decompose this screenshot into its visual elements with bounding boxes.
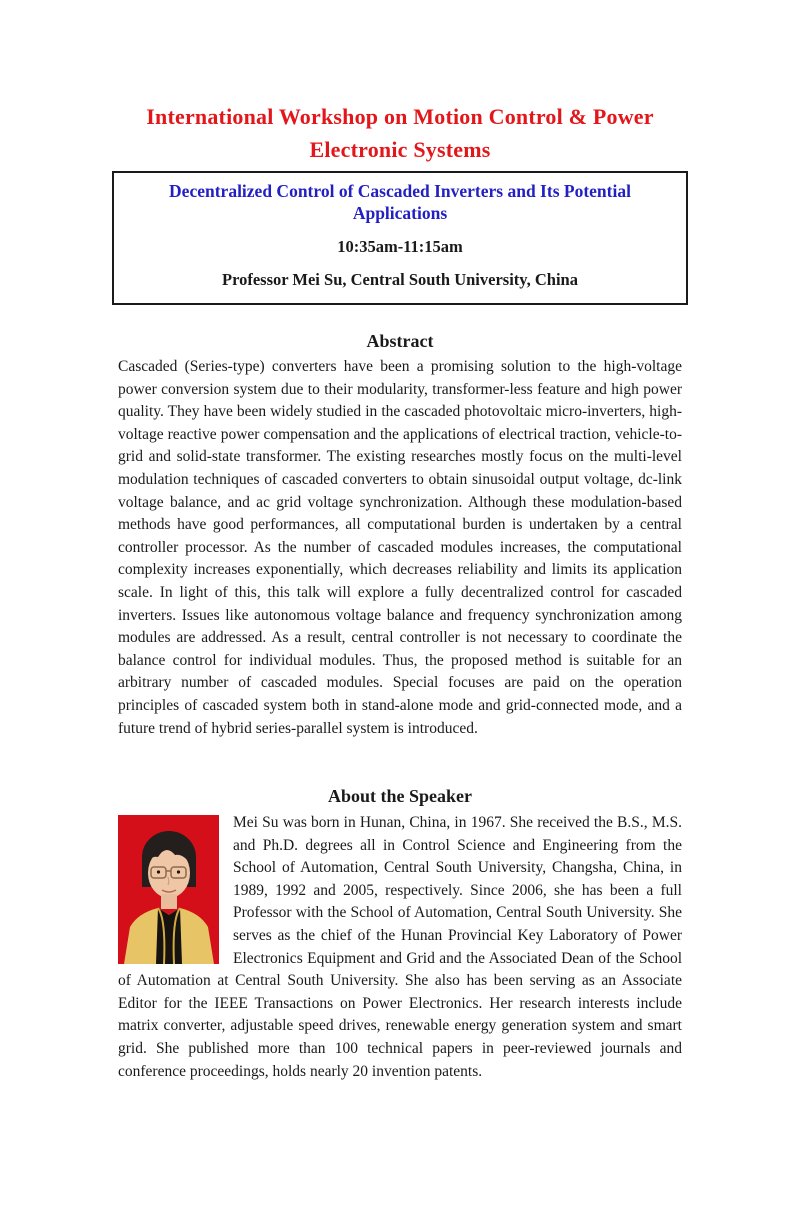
abstract-heading: Abstract	[366, 331, 434, 351]
talk-title: Decentralized Control of Cascaded Inverters and Its Potential Applications	[169, 181, 631, 223]
speaker-heading: About the Speaker	[327, 786, 472, 807]
talk-time: 10:35am-11:15am	[337, 237, 463, 256]
abstract-text: Cascaded (Series-type) converters have been a promising solution to the high-voltage power conversion system due to their modularity, transformer-less feature and high power quality. They have been widely studied in the cascaded photovoltaic micro-inverters, high-voltage reactive power compensation and the applications of electrical traction, vehicle-to-grid and solid-state transformer. The existing researches mostly focus on the multi-level modulation techniques of cascaded converters to obtain sinusoidal output voltage, dc-link voltage balance, and ac grid voltage synchronization. Although these modulation-based methods have good performances, all computational burden is undertaken by a central controller processor. As the number of cascaded modules increases, the computational complexity increases exponentially, which decreases reliability and limits its application scale. In light of this, this talk will explore a fully decentralized control for cascaded inverters. Issues like autonomous voltage balance and frequency synchronization among modules are addressed. As a result, central controller is not necessary to coordinate the balance control for individual modules. Thus, the proposed method is suitable for an arbitrary number of cascaded modules. Special focuses are paid on the operation principles of cascaded system both in stand-alone mode and grid-connected mode, and a future trend of hybrid series-parallel system is introduced.	[118, 358, 682, 737]
speaker-photo	[118, 815, 219, 964]
speaker-bio: Mei Su was born in Hunan, China, in 1967. She received the B.S., M.S. and Ph.D. degrees all in Control Science and Engineering from the School of Automation, Central South University, Changsha, China, in 1989, 1992 and 2005, respectively. Since 2006, she has been a full Professor with the School of Automation, Central South University. She serves as the chief of the Hunan Provincial Key Laboratory of Power Electronics Equipment and Grid and the Associated Dean of the School of Automation at Central South University. She also has been serving as an Associate Editor for the IEEE Transactions on Power Electronics. Her research interests include matrix converter, adjustable speed drives, renewable energy generation system and smart grid. She published more than 100 technical papers in peer-reviewed journals and conference proceedings, holds nearly 20 invention patents.	[118, 814, 682, 1080]
speaker-section	[118, 812, 682, 1083]
page-content	[118, 0, 682, 1083]
talk-speaker-line: Professor Mei Su, Central South University, China	[222, 270, 578, 289]
workshop-title: International Workshop on Motion Control & Power Electronic Systems	[146, 104, 654, 162]
session-box	[112, 171, 688, 305]
